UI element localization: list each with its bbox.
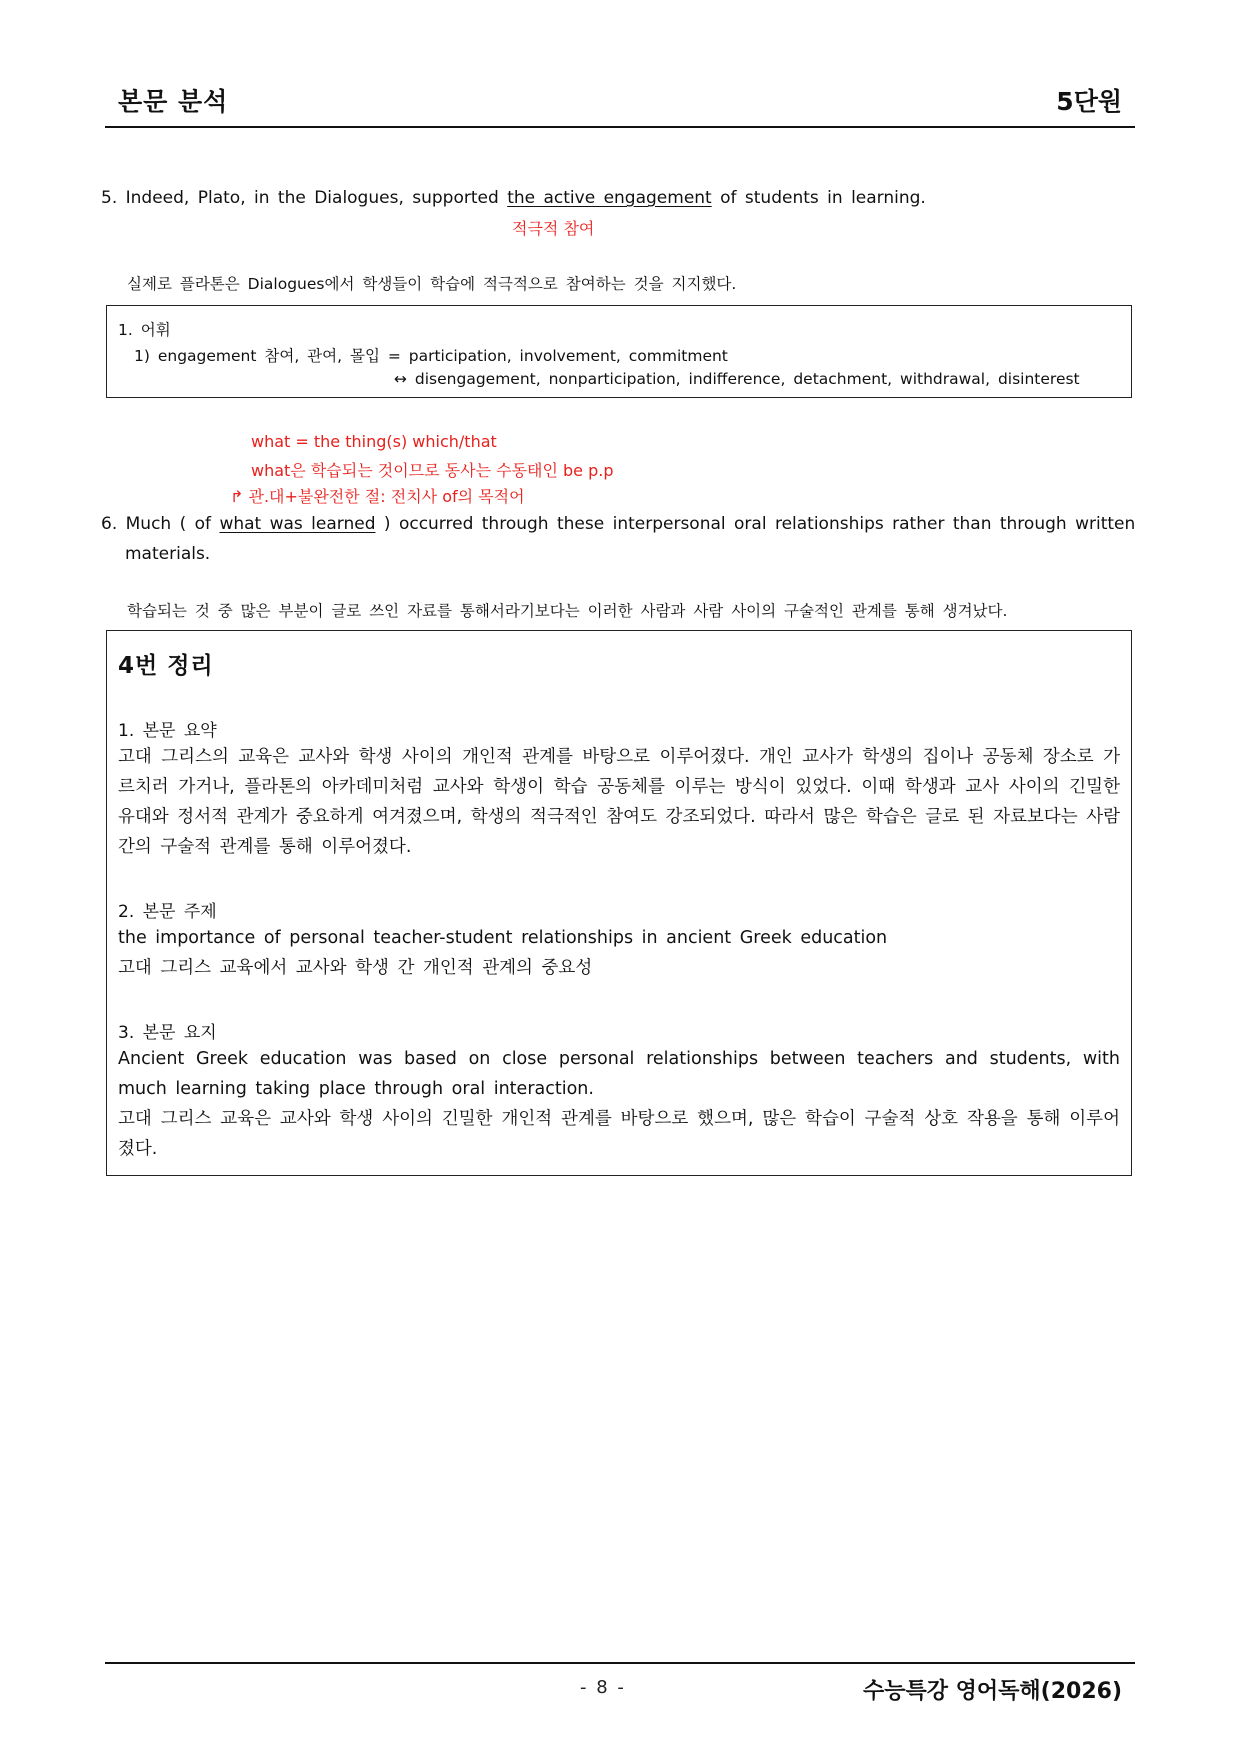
grammar-note-1: what = the thing(s) which/that: [251, 432, 497, 451]
page-title: 본문 분석: [118, 87, 229, 116]
summary-title: 4번 정리: [118, 653, 214, 679]
summary-section-1-heading: 1. 본문 요약: [118, 721, 217, 741]
sentence-6-part-2: ) occurred through these interpersonal oral relationships rather than through written: [383, 514, 1136, 534]
page-number: - 8 -: [580, 1677, 626, 1698]
summary-section-1-text: 고대 그리스의 교육은 교사와 학생 사이의 개인적 관계를 바탕으로 이루어졌다. 개인 교사가 학생의 집이나 공동체 장소로 가르치러 가거나, 플라톤의 아카데미처럼 교사와 학생이 학습 공동체를 이루는 방식이 있었다. 이때 학생과 교사 사이의 긴밀한 유대와 정서적 관계가 중요하게 여겨졌으며, 학생의 적극적인 참여도 강조되었다. 따라서 많은 학습은 글로 된 자료보다는 사람 간의 구술적 관계를 통해 이루어졌다.: [118, 747, 1120, 857]
vocab-line-2: ↔ disengagement, nonparticipation, indifference, detachment, withdrawal, disinterest: [394, 370, 1080, 388]
sentence-6-translation: 학습되는 것 중 많은 부분이 글로 쓰인 자료를 통해서라기보다는 이러한 사람과 사람 사이의 구술적인 관계를 통해 생겨났다.: [127, 602, 1008, 620]
summary-section-2-english: the importance of personal teacher-student relationships in ancient Greek education: [118, 928, 888, 948]
vocab-heading: 1. 어휘: [118, 321, 171, 339]
footer-divider: [105, 1662, 1135, 1664]
grammar-note-3: ↱ 관.대+불완전한 절: 전치사 of의 목적어: [230, 487, 525, 506]
sentence-5-number: 5.: [101, 188, 118, 208]
summary-section-3-korean: 고대 그리스 교육은 교사와 학생 사이의 긴밀한 개인적 관계를 바탕으로 했으며, 많은 학습이 구술적 상호 작용을 통해 이루어졌다.: [118, 1109, 1120, 1159]
sentence-6-underlined: what was learned: [219, 514, 376, 534]
grammar-note-2: what은 학습되는 것이므로 동사는 수동태인 be p.p: [251, 461, 614, 480]
sentence-5-before: Indeed, Plato, in the Dialogues, supported: [125, 188, 499, 208]
sentence-5-underlined: the active engagement: [507, 188, 712, 208]
sentence-6-part-1: Much ( of: [125, 514, 212, 534]
sentence-6-number: 6.: [101, 514, 118, 534]
summary-section-3-english: Ancient Greek education was based on close personal relationships between teachers and students, with much learning taking place through oral interaction.: [118, 1049, 1120, 1099]
summary-section-2-heading: 2. 본문 주제: [118, 902, 217, 922]
unit-label: 5단원: [1056, 87, 1122, 116]
header-divider: [105, 126, 1135, 128]
summary-section-3-heading: 3. 본문 요지: [118, 1023, 217, 1043]
sentence-5: [101, 188, 926, 208]
vocab-line-1: 1) engagement 참여, 관여, 몰입 = participation, involvement, commitment: [134, 347, 728, 365]
sentence-5-after: of students in learning.: [720, 188, 926, 208]
summary-section-2-korean: 고대 그리스 교육에서 교사와 학생 간 개인적 관계의 중요성: [118, 958, 593, 978]
summary-box: [106, 630, 1132, 1176]
book-title: 수능특강 영어독해(2026): [862, 1679, 1122, 1704]
sentence-5-annotation: 적극적 참여: [512, 219, 595, 238]
sentence-6-line-2: materials.: [125, 544, 211, 564]
vocab-box: [106, 305, 1132, 398]
sentence-6: [101, 514, 1135, 534]
sentence-5-translation: 실제로 플라톤은 Dialogues에서 학생들이 학습에 적극적으로 참여하는 것을 지지했다.: [127, 275, 737, 293]
